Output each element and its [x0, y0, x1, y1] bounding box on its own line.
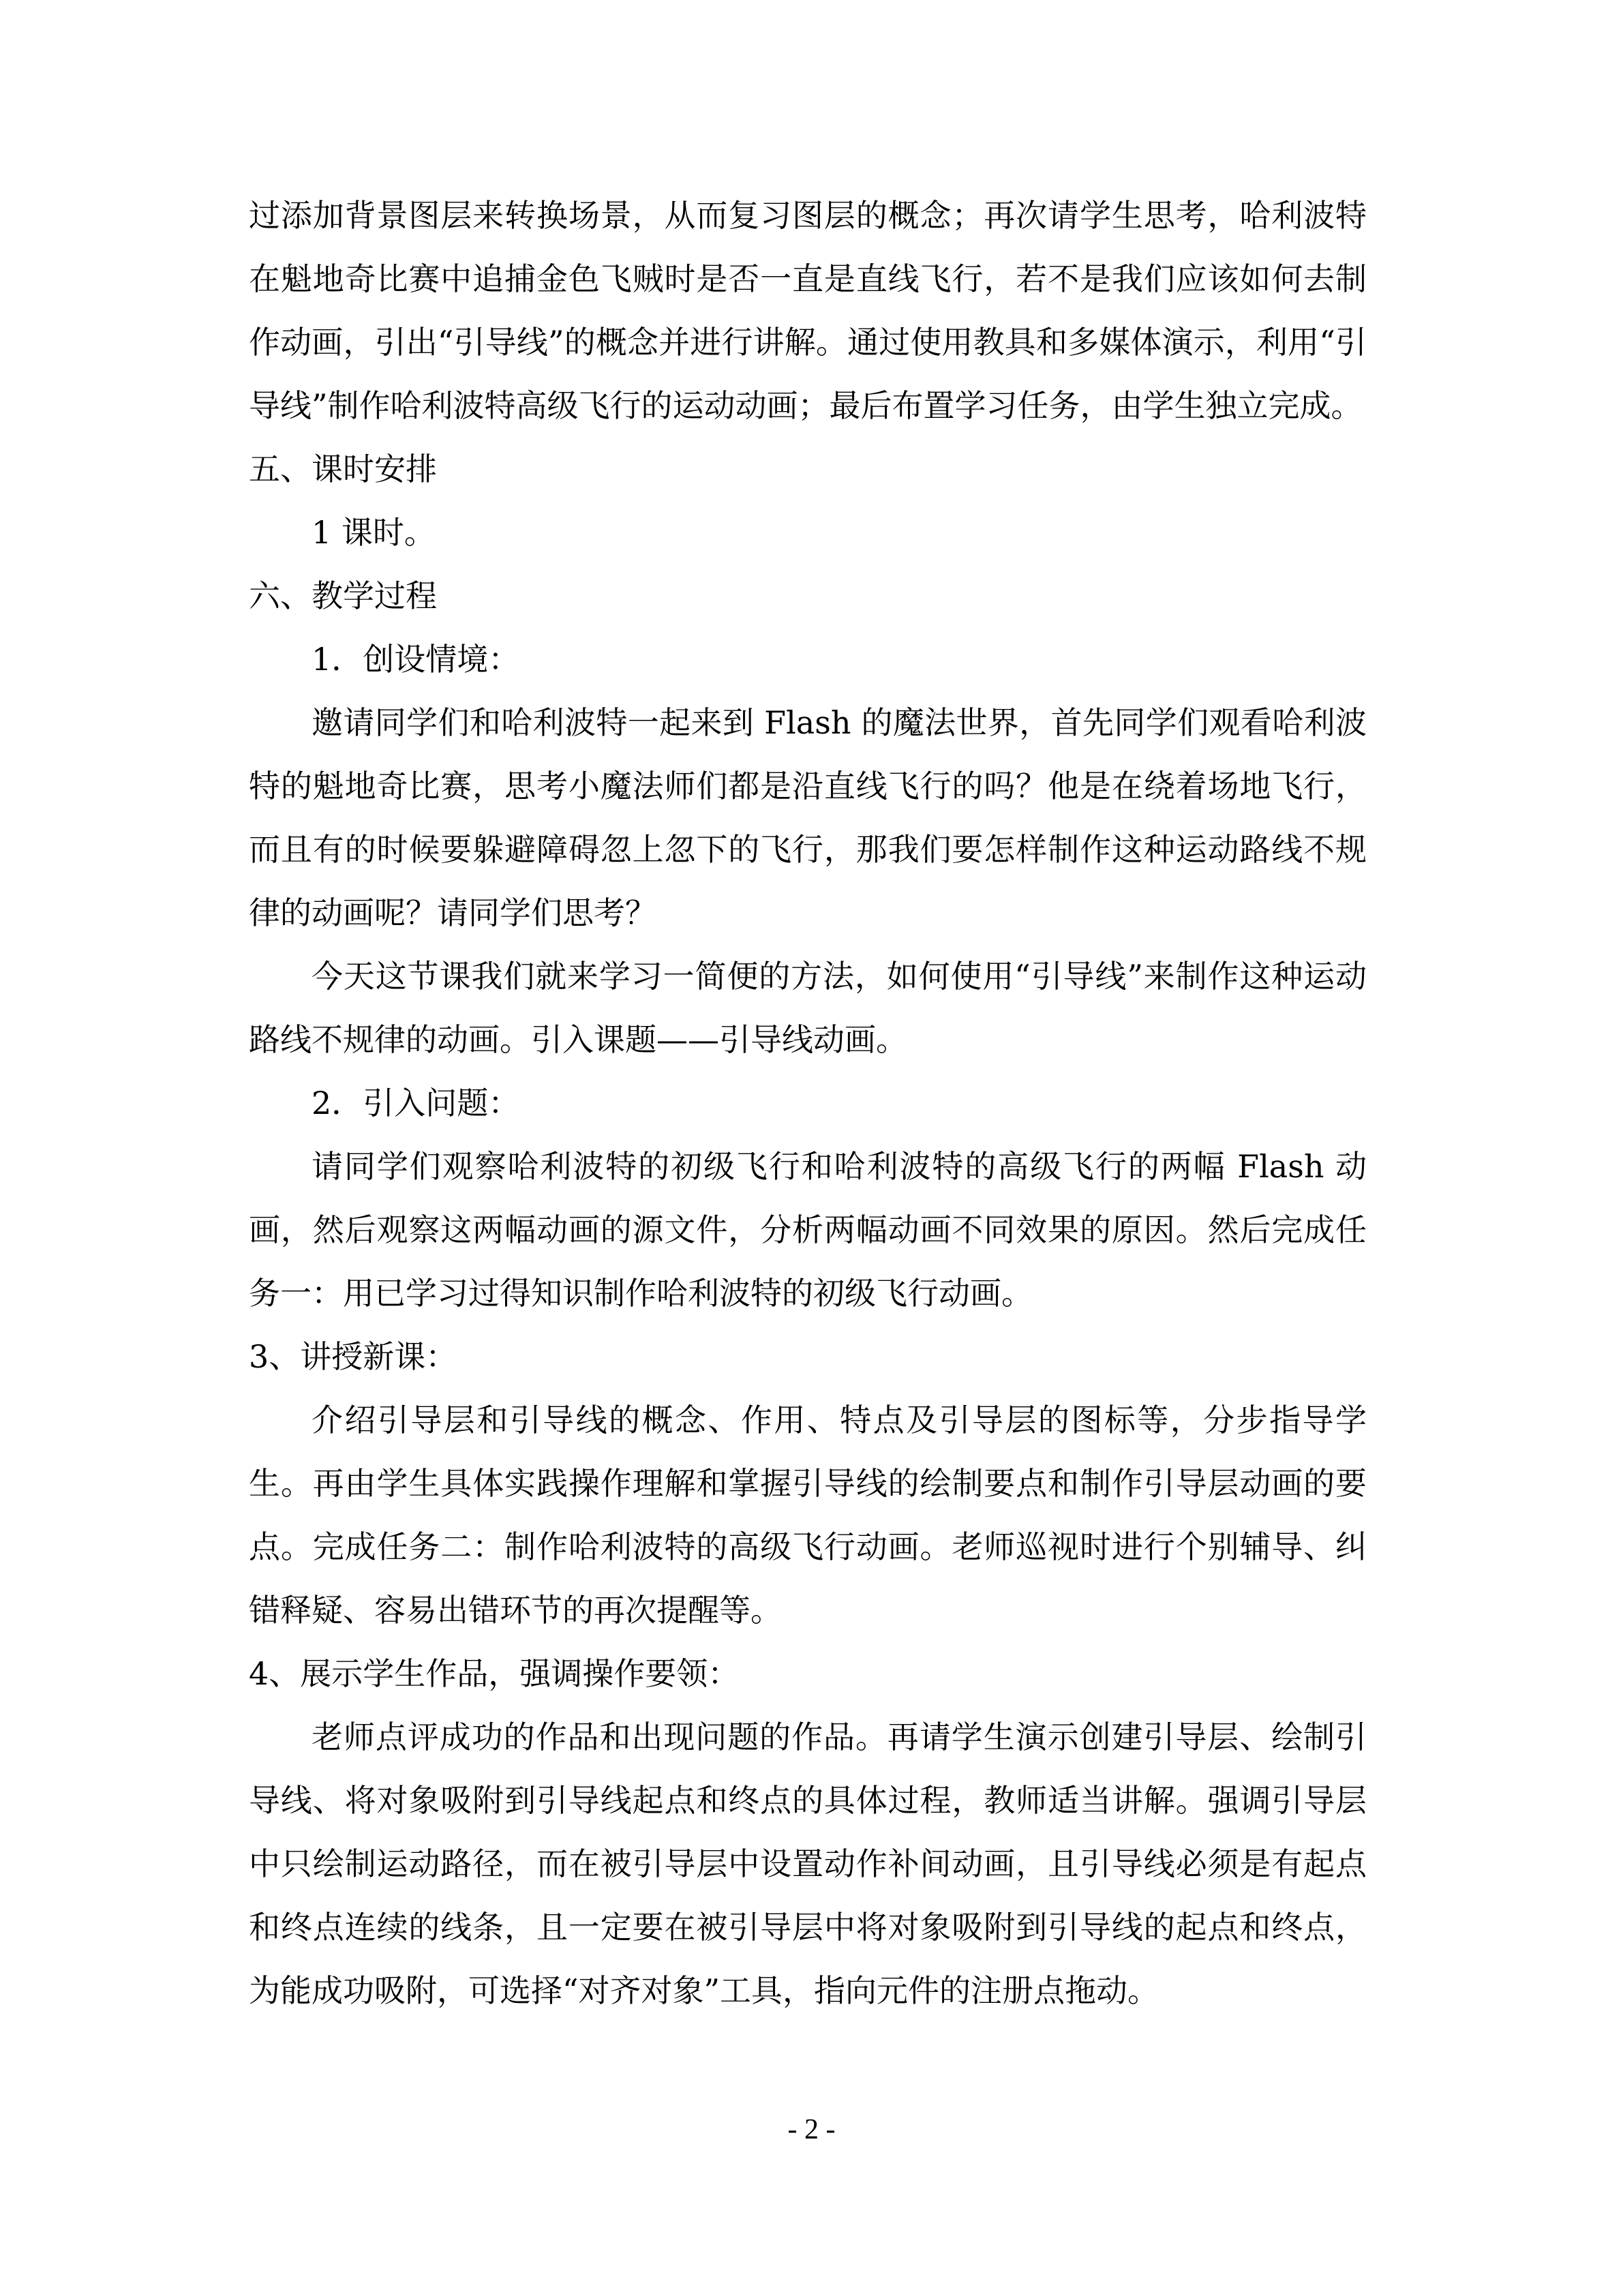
paragraph-intro-continued: 过添加背景图层来转换场景，从而复习图层的概念；再次请学生思考，哈利波特在魁地奇比赛中追捕金色飞贼时是否一直是直线飞行，若不是我们应该如何去制作动画，引出“引导线”的概念并进行讲解。通过使用教具和多媒体演示，利用“引导线”制作哈利波特高级飞行的运动动画；最后布置学习任务，由学生独立完成。 [249, 197, 1367, 424]
paragraph-new-lesson: 介绍引导层和引导线的概念、作用、特点及引导层的图标等，分步指导学生。再由学生具体实践操作理解和掌握引导线的绘制要点和制作引导层动画的要点。完成任务二：制作哈利波特的高级飞行动画。老师巡视时进行个别辅导、纠错释疑、容易出错环节的再次提醒等。 [249, 1402, 1367, 1629]
page-number: - 2 - [787, 2114, 836, 2145]
heading-show-works: 4、展示学生作品，强调操作要领： [249, 1655, 740, 1692]
heading-class-hours: 五、课时安排 [249, 451, 437, 487]
document-body [249, 184, 1367, 2023]
paragraph-scenario: 邀请同学们和哈利波特一起来到 Flash 的魔法世界，首先同学们观看哈利波特的魁地奇比赛，思考小魔法师们都是沿直线飞行的吗？他是在绕着场地飞行，而且有的时候要躲避障碍忽上忽下的飞行，那我们要怎样制作这种运动路线不规律的动画呢？请同学们思考？ [249, 704, 1367, 931]
heading-teaching-process: 六、教学过程 [249, 577, 437, 614]
paragraph-problem: 请同学们观察哈利波特的初级飞行和哈利波特的高级飞行的两幅 Flash 动画，然后观察这两幅动画的源文件，分析两幅动画不同效果的原因。然后完成任务一：用已学习过得知识制作哈利波特的初级飞行动画。 [249, 1148, 1367, 1312]
heading-new-lesson: 3、讲授新课： [249, 1338, 457, 1375]
paragraph-class-hours: 1 课时。 [312, 514, 436, 551]
subheading-introduce-problem: 2．引入问题： [312, 1085, 520, 1121]
paragraph-topic-intro: 今天这节课我们就来学习一简便的方法，如何使用“引导线”来制作这种运动路线不规律的动画。引入课题——引导线动画。 [249, 958, 1367, 1058]
subheading-create-scenario: 1．创设情境： [312, 641, 520, 678]
paragraph-show-works: 老师点评成功的作品和出现问题的作品。再请学生演示创建引导层、绘制引导线、将对象吸附到引导线起点和终点的具体过程，教师适当讲解。强调引导层中只绘制运动路径，而在被引导层中设置动作补间动画，且引导线必须是有起点和终点连续的线条，且一定要在被引导层中将对象吸附到引导线的起点和终点，为能成功吸附，可选择“对齐对象”工具，指向元件的注册点拖动。 [249, 1719, 1367, 2009]
